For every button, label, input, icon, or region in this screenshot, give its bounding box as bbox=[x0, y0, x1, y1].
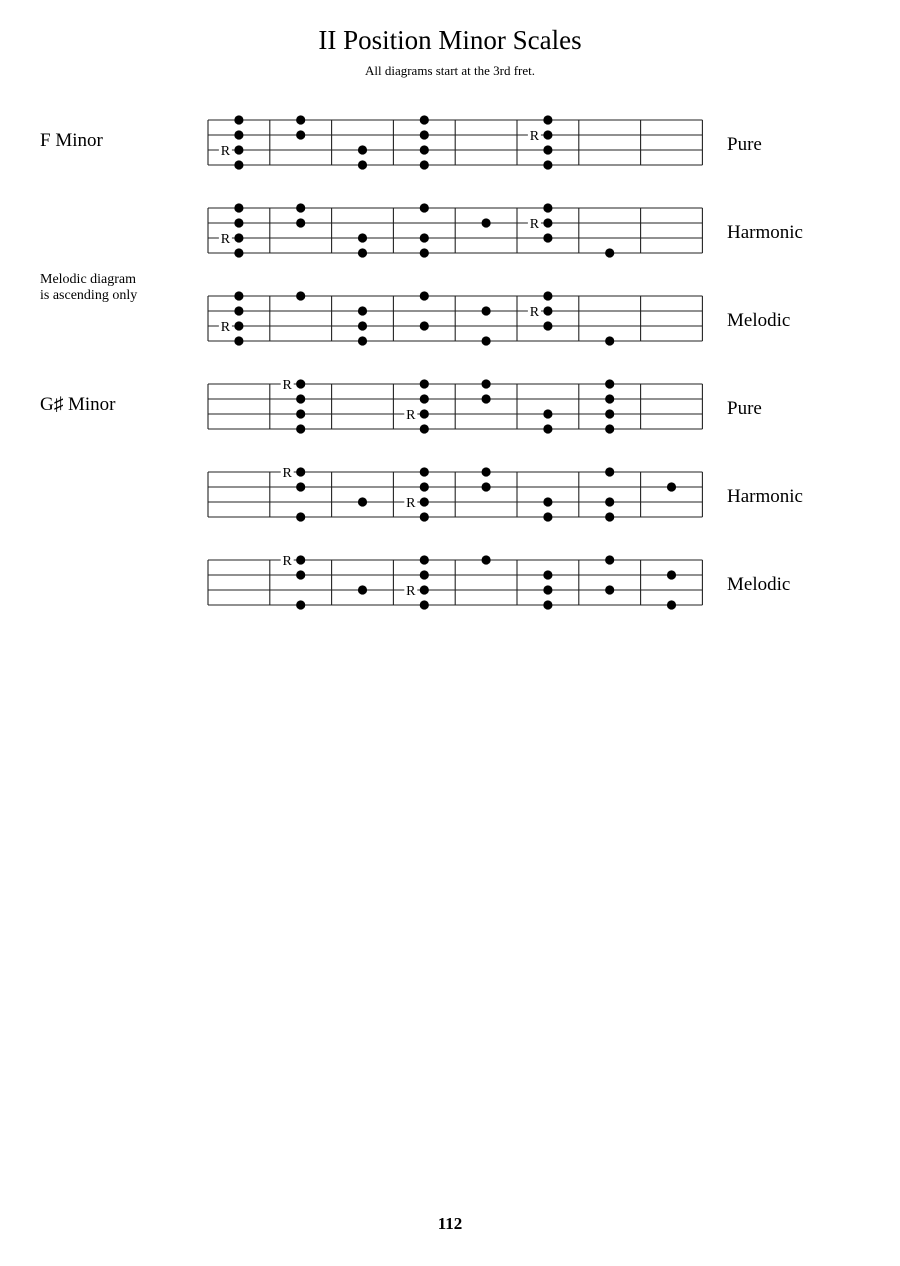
fretboard-diagram bbox=[205, 284, 705, 354]
scale-row bbox=[0, 372, 900, 442]
note-dot bbox=[482, 336, 491, 345]
root-marker: R bbox=[282, 554, 292, 569]
root-marker: R bbox=[529, 217, 540, 232]
note-dot bbox=[296, 512, 305, 521]
note-dot bbox=[543, 160, 552, 169]
scale-type-label: Melodic bbox=[727, 574, 791, 595]
note-dot bbox=[296, 379, 305, 388]
fretboard-diagram bbox=[205, 108, 705, 178]
note-dot bbox=[605, 248, 614, 257]
note-dot bbox=[358, 306, 367, 315]
note-dot bbox=[234, 306, 243, 315]
note-dot bbox=[420, 570, 429, 579]
root-marker: R bbox=[282, 378, 292, 393]
note-dot bbox=[543, 512, 552, 521]
note-dot bbox=[420, 291, 429, 300]
note-dot bbox=[543, 291, 552, 300]
fretboard-diagram bbox=[205, 372, 705, 442]
note-dot bbox=[420, 555, 429, 564]
note-dot bbox=[543, 145, 552, 154]
note-dot bbox=[543, 424, 552, 433]
note-dot bbox=[296, 570, 305, 579]
note-dot bbox=[420, 482, 429, 491]
fretboard-diagram bbox=[205, 196, 705, 266]
note-dot bbox=[296, 203, 305, 212]
note-dot bbox=[296, 130, 305, 139]
note-dot bbox=[605, 409, 614, 418]
note-dot bbox=[605, 497, 614, 506]
note-dot bbox=[420, 145, 429, 154]
note-dot bbox=[667, 570, 676, 579]
scale-type-label: Melodic bbox=[727, 310, 791, 331]
note-dot bbox=[605, 512, 614, 521]
note-dot bbox=[543, 306, 552, 315]
note-dot bbox=[234, 336, 243, 345]
note-dot bbox=[482, 306, 491, 315]
note-dot bbox=[296, 409, 305, 418]
note-dot bbox=[667, 482, 676, 491]
note-dot bbox=[543, 585, 552, 594]
note-dot bbox=[543, 321, 552, 330]
note-dot bbox=[543, 218, 552, 227]
note-dot bbox=[543, 233, 552, 242]
note-dot bbox=[605, 379, 614, 388]
note-dot bbox=[605, 394, 614, 403]
melodic-note-label: Melodic diagram is ascending only bbox=[40, 272, 138, 303]
note-dot bbox=[358, 336, 367, 345]
note-dot bbox=[296, 424, 305, 433]
key-label: G♯ Minor bbox=[40, 394, 116, 415]
note-dot bbox=[543, 600, 552, 609]
note-dot bbox=[482, 482, 491, 491]
note-dot bbox=[420, 160, 429, 169]
note-dot bbox=[605, 336, 614, 345]
note-dot bbox=[296, 394, 305, 403]
note-dot bbox=[296, 482, 305, 491]
note-dot bbox=[543, 570, 552, 579]
scale-row bbox=[0, 108, 900, 178]
root-marker: R bbox=[406, 584, 416, 599]
note-dot bbox=[605, 424, 614, 433]
root-marker: R bbox=[282, 466, 292, 481]
scale-row bbox=[0, 548, 900, 618]
note-dot bbox=[482, 555, 491, 564]
note-dot bbox=[296, 600, 305, 609]
scale-type-label: Harmonic bbox=[727, 222, 803, 243]
note-dot bbox=[358, 160, 367, 169]
root-marker: R bbox=[406, 408, 416, 423]
root-marker: R bbox=[529, 129, 540, 144]
note-dot bbox=[296, 555, 305, 564]
fretboard-diagram bbox=[205, 548, 705, 618]
note-dot bbox=[420, 115, 429, 124]
root-marker: R bbox=[220, 232, 231, 247]
note-dot bbox=[420, 233, 429, 242]
note-dot bbox=[296, 115, 305, 124]
note-dot bbox=[420, 497, 429, 506]
note-dot bbox=[420, 600, 429, 609]
note-dot bbox=[420, 512, 429, 521]
note-dot bbox=[605, 555, 614, 564]
note-dot bbox=[358, 233, 367, 242]
note-dot bbox=[358, 145, 367, 154]
note-dot bbox=[420, 394, 429, 403]
scale-type-label: Pure bbox=[727, 398, 762, 419]
note-dot bbox=[234, 145, 243, 154]
page-title: II Position Minor Scales bbox=[318, 25, 582, 55]
note-dot bbox=[234, 321, 243, 330]
scale-row bbox=[0, 196, 900, 266]
note-dot bbox=[605, 585, 614, 594]
note-dot bbox=[296, 467, 305, 476]
note-dot bbox=[420, 467, 429, 476]
note-dot bbox=[420, 585, 429, 594]
note-dot bbox=[482, 379, 491, 388]
note-dot bbox=[358, 321, 367, 330]
scale-row bbox=[0, 460, 900, 530]
fretboard-diagram bbox=[205, 460, 705, 530]
key-label: F Minor bbox=[40, 130, 103, 151]
root-marker: R bbox=[529, 305, 540, 320]
root-marker: R bbox=[220, 320, 231, 335]
note-dot bbox=[420, 379, 429, 388]
note-dot bbox=[543, 203, 552, 212]
scale-row bbox=[0, 272, 900, 354]
note-dot bbox=[543, 409, 552, 418]
note-dot bbox=[482, 467, 491, 476]
note-dot bbox=[605, 467, 614, 476]
note-dot bbox=[420, 409, 429, 418]
scale-type-label: Pure bbox=[727, 134, 762, 155]
note-dot bbox=[667, 600, 676, 609]
note-dot bbox=[420, 130, 429, 139]
note-dot bbox=[234, 115, 243, 124]
note-dot bbox=[296, 218, 305, 227]
note-dot bbox=[296, 291, 305, 300]
note-dot bbox=[234, 203, 243, 212]
root-marker: R bbox=[406, 496, 416, 511]
scale-type-label: Harmonic bbox=[727, 486, 803, 507]
note-dot bbox=[543, 130, 552, 139]
note-dot bbox=[234, 160, 243, 169]
note-dot bbox=[420, 424, 429, 433]
note-dot bbox=[358, 248, 367, 257]
note-dot bbox=[234, 291, 243, 300]
page-subtitle: All diagrams start at the 3rd fret. bbox=[364, 63, 536, 78]
note-dot bbox=[420, 248, 429, 257]
note-dot bbox=[234, 130, 243, 139]
note-dot bbox=[358, 585, 367, 594]
root-marker: R bbox=[220, 144, 231, 159]
note-dot bbox=[234, 248, 243, 257]
note-dot bbox=[420, 321, 429, 330]
note-dot bbox=[543, 497, 552, 506]
note-dot bbox=[543, 115, 552, 124]
note-dot bbox=[420, 203, 429, 212]
note-dot bbox=[358, 497, 367, 506]
note-dot bbox=[234, 218, 243, 227]
note-dot bbox=[482, 394, 491, 403]
note-dot bbox=[482, 218, 491, 227]
note-dot bbox=[234, 233, 243, 242]
page-number: 112 bbox=[437, 1214, 463, 1233]
